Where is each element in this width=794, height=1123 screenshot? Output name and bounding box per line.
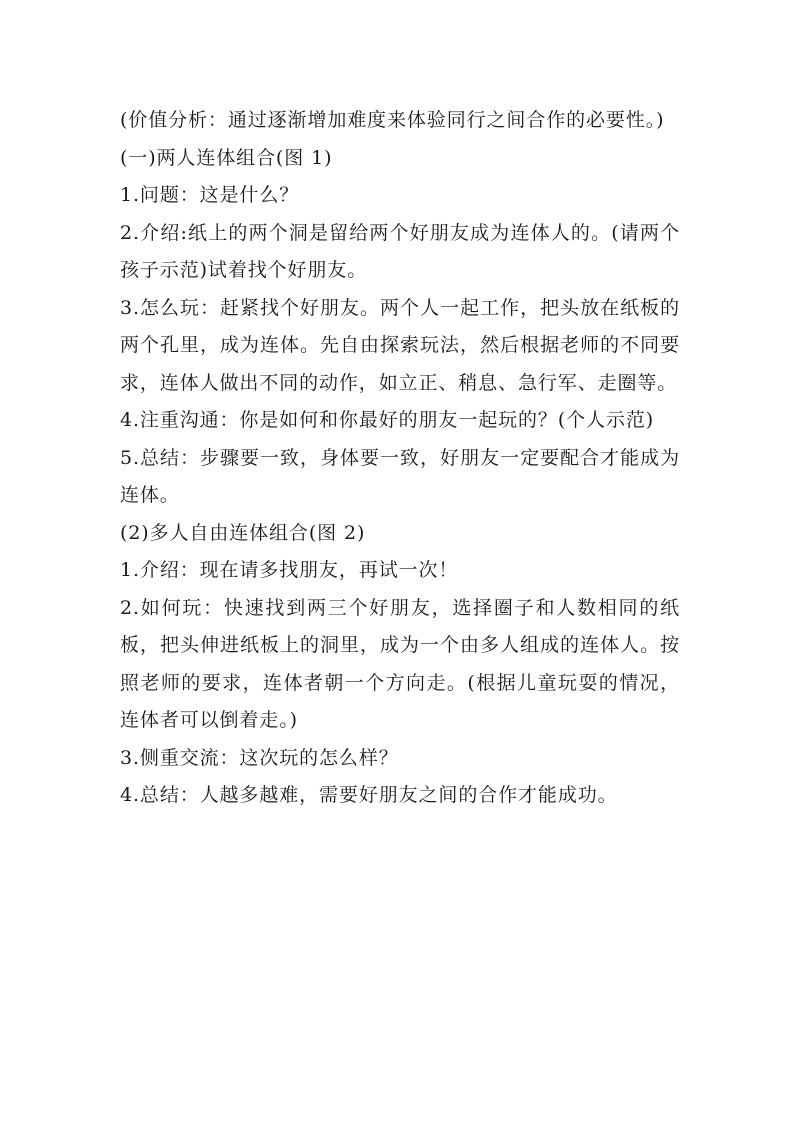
- paragraph-value-analysis: (价值分析：通过逐渐增加难度来体验同行之间合作的必要性。): [120, 109, 665, 131]
- paragraph-multi-exchange: 3.侧重交流：这次玩的怎么样？: [120, 746, 399, 769]
- paragraph-introduction: 2.介绍:纸上的两个洞是留给两个好朋友成为连体人的。(请两个孩子示范)试着找个好朋友。: [120, 221, 680, 281]
- paragraph-question: 1.问题：这是什么？: [120, 184, 300, 206]
- paragraph-summary: 5.总结：步骤要一致，身体要一致，好朋友一定要配合才能成为连体。: [120, 446, 680, 506]
- document-body: [120, 102, 680, 815]
- paragraph-how-to-play: 3.怎么玩：赶紧找个好朋友。两个人一起工作，把头放在纸板的两个孔里，成为连体。先自由探索玩法，然后根据老师的不同要求，连体人做出不同的动作，如立正、稍息、急行军、走圈等。: [120, 296, 680, 394]
- paragraph-multi-introduction: 1.介绍：现在请多找朋友，再试一次！: [120, 559, 459, 581]
- paragraph-multi-how-to-play: 2.如何玩：快速找到两三个好朋友，选择圈子和人数相同的纸板，把头伸进纸板上的洞里，成为一个由多人组成的连体人。按照老师的要求，连体者朝一个方向走。(根据儿童玩耍的情况，连体者可以倒着走。): [120, 596, 680, 731]
- paragraph-communication: 4.注重沟通：你是如何和你最好的朋友一起玩的？(个人示范): [120, 409, 655, 431]
- section-heading-multi-person: (2)多人自由连体组合(图 2): [120, 521, 366, 544]
- paragraph-multi-summary: 4.总结：人越多越难，需要好朋友之间的合作才能成功。: [120, 784, 618, 806]
- section-heading-two-person: (一)两人连体组合(图 1): [120, 146, 333, 169]
